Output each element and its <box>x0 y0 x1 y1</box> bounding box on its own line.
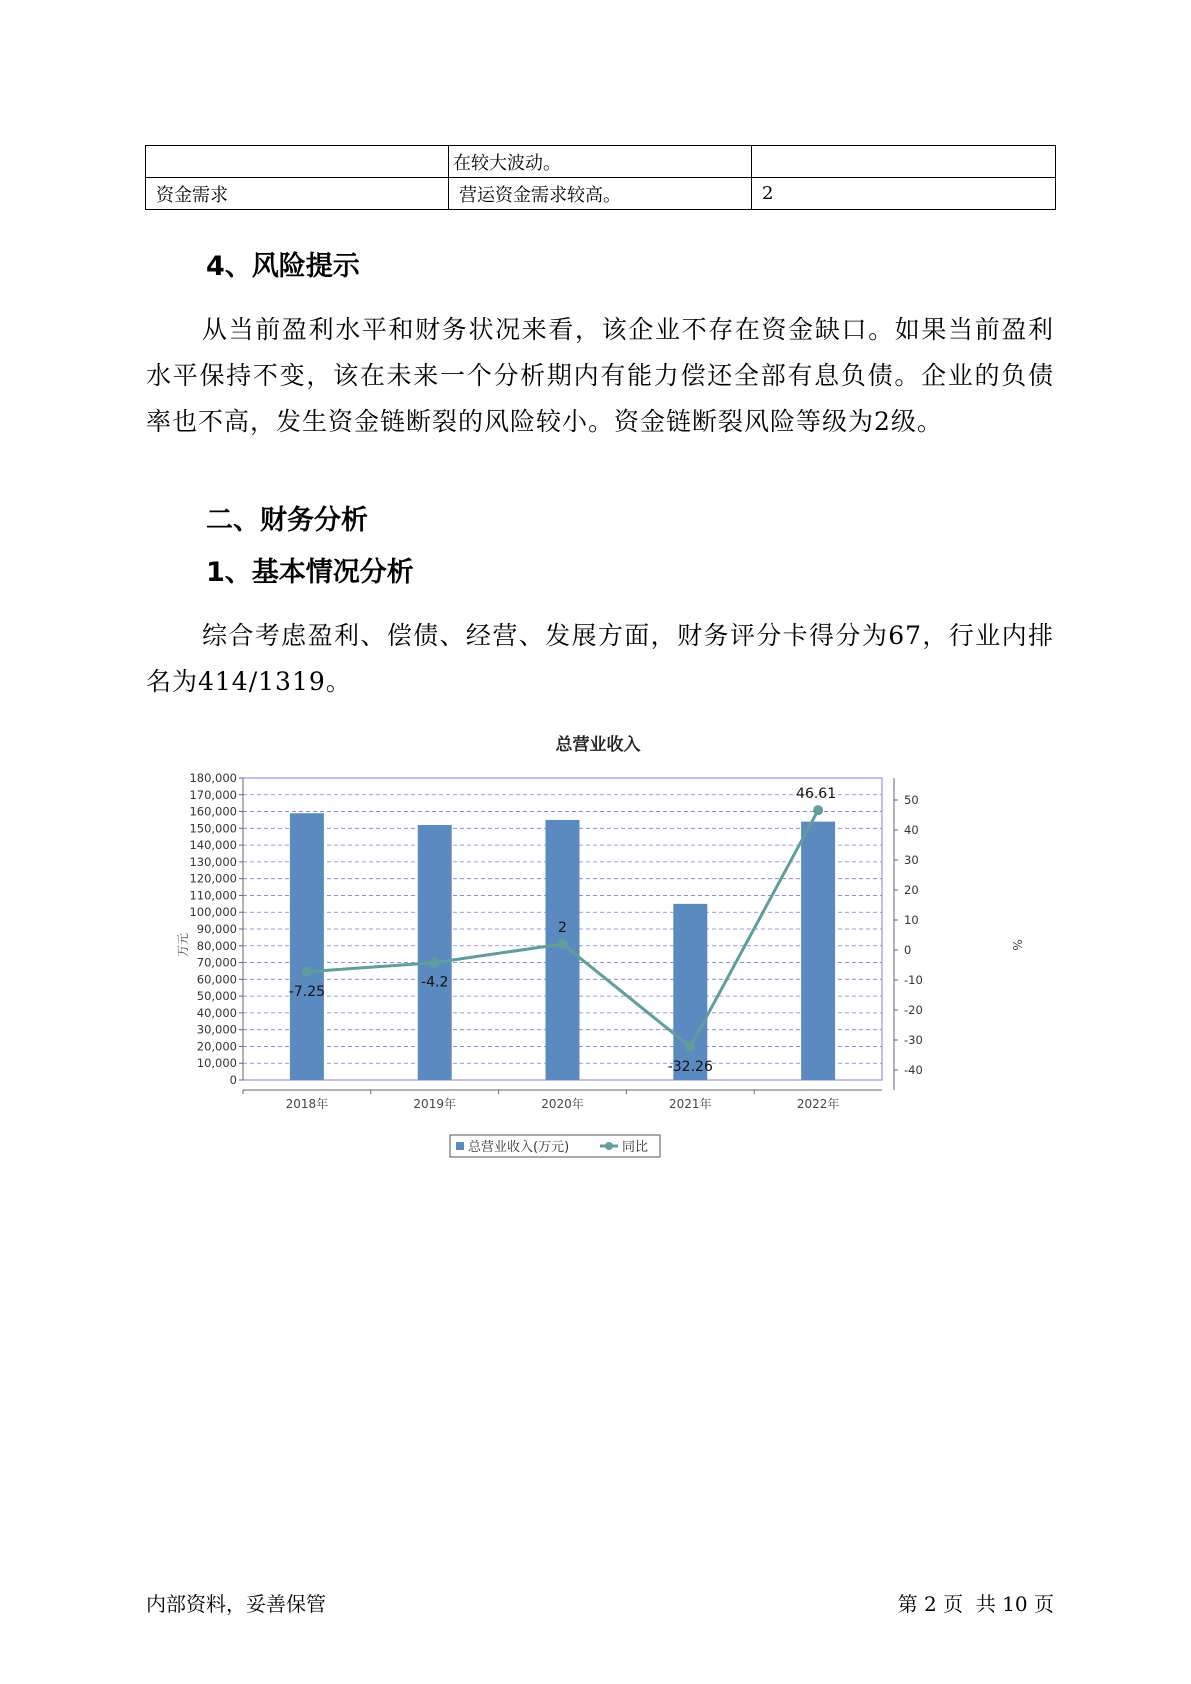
bar <box>801 822 835 1080</box>
line-point <box>685 1042 695 1052</box>
x-tick-label: 2018年 <box>285 1097 329 1111</box>
y-tick-label: 40,000 <box>196 1005 237 1020</box>
y-tick-label: 50,000 <box>196 989 237 1004</box>
y-right-tick-label: -20 <box>904 1003 923 1017</box>
y-right-tick-label: 50 <box>904 793 919 807</box>
legend-swatch-bar <box>456 1142 464 1150</box>
y-axis-right-label: % <box>1010 939 1024 951</box>
line-point <box>813 805 823 815</box>
x-tick-label: 2019年 <box>413 1097 456 1111</box>
data-label: 46.61 <box>796 786 837 803</box>
table-row <box>146 178 1056 210</box>
bar <box>673 904 707 1080</box>
y-right-tick-label: 0 <box>904 943 912 957</box>
y-tick-label: 180,000 <box>189 771 237 785</box>
y-right-tick-label: -10 <box>904 973 923 987</box>
risk-paragraph: 从当前盈利水平和财务状况来看，该企业不存在资金缺口。如果当前盈利水平保持不变，该在未来一个分析期内有能力偿还全部有息负债。企业的负债率也不高，发生资金链断裂的风险较小。资金链断裂风险等级为2级。 <box>146 315 1054 436</box>
y-tick-label: 160,000 <box>189 804 237 819</box>
footer-note: 内部资料，妥善保管 <box>146 1592 326 1616</box>
y-tick-label: 90,000 <box>196 922 237 936</box>
data-label: -4.2 <box>421 974 449 991</box>
table-cell: 在较大波动。 <box>449 146 752 178</box>
plot-area <box>189 771 922 1111</box>
bar <box>418 825 452 1080</box>
y-tick-label: 150,000 <box>189 821 237 836</box>
y-tick-label: 140,000 <box>189 838 237 853</box>
table-row <box>146 146 1056 178</box>
revenue-chart <box>175 730 1045 1190</box>
line-point <box>430 958 440 968</box>
page-number: 第 2 页 共 10 页 <box>897 1592 1054 1616</box>
y-tick-label: 20,000 <box>196 1039 237 1054</box>
y-axis-label: 万元 <box>176 932 190 958</box>
x-tick-label: 2020年 <box>541 1097 584 1111</box>
y-tick-label: 10,000 <box>196 1056 237 1071</box>
data-label: 2 <box>558 920 567 936</box>
y-right-tick-label: 40 <box>904 823 919 837</box>
line-point <box>302 967 312 977</box>
y-right-tick-label: 10 <box>904 913 919 927</box>
y-tick-label: 100,000 <box>189 905 237 920</box>
y-tick-label: 0 <box>229 1073 237 1087</box>
line-point <box>558 939 568 949</box>
table-cell <box>146 146 449 178</box>
risk-heading: 4、风险提示 <box>206 251 360 282</box>
y-right-tick-label: -40 <box>904 1063 923 1077</box>
risk-table <box>145 145 1056 210</box>
y-tick-label: 130,000 <box>189 854 237 869</box>
x-tick-label: 2021年 <box>669 1097 712 1111</box>
x-tick-label: 2022年 <box>796 1097 840 1111</box>
y-tick-label: 170,000 <box>189 787 237 802</box>
legend-label: 同比 <box>622 1140 649 1155</box>
y-tick-label: 60,000 <box>196 972 237 987</box>
table-cell: 2 <box>752 178 1056 210</box>
table-cell <box>752 146 1056 178</box>
y-tick-label: 80,000 <box>196 938 237 953</box>
chart-title: 总营业收入 <box>555 735 641 755</box>
bar <box>290 813 324 1080</box>
y-tick-label: 120,000 <box>189 871 237 886</box>
basic-heading: 1、基本情况分析 <box>206 557 414 588</box>
finance-heading: 二、财务分析 <box>206 505 368 536</box>
basic-paragraph: 综合考虑盈利、偿债、经营、发展方面，财务评分卡得分为67，行业内排名为414/1319。 <box>146 621 1054 696</box>
legend-label: 总营业收入(万元) <box>468 1140 570 1155</box>
y-tick-label: 30,000 <box>196 1022 237 1037</box>
legend-swatch-marker <box>605 1142 613 1150</box>
y-tick-label: 70,000 <box>196 955 237 970</box>
data-label: -7.25 <box>288 983 326 1000</box>
y-tick-label: 110,000 <box>189 888 237 903</box>
chart-svg <box>175 730 1045 1190</box>
table-cell: 营运资金需求较高。 <box>449 178 752 210</box>
bar <box>546 820 580 1080</box>
data-label: -32.26 <box>667 1058 713 1075</box>
y-right-tick-label: 20 <box>904 883 919 897</box>
y-right-tick-label: -30 <box>904 1033 923 1047</box>
legend <box>450 1135 660 1157</box>
table-cell: 资金需求 <box>146 178 449 210</box>
y-right-tick-label: 30 <box>904 853 919 867</box>
